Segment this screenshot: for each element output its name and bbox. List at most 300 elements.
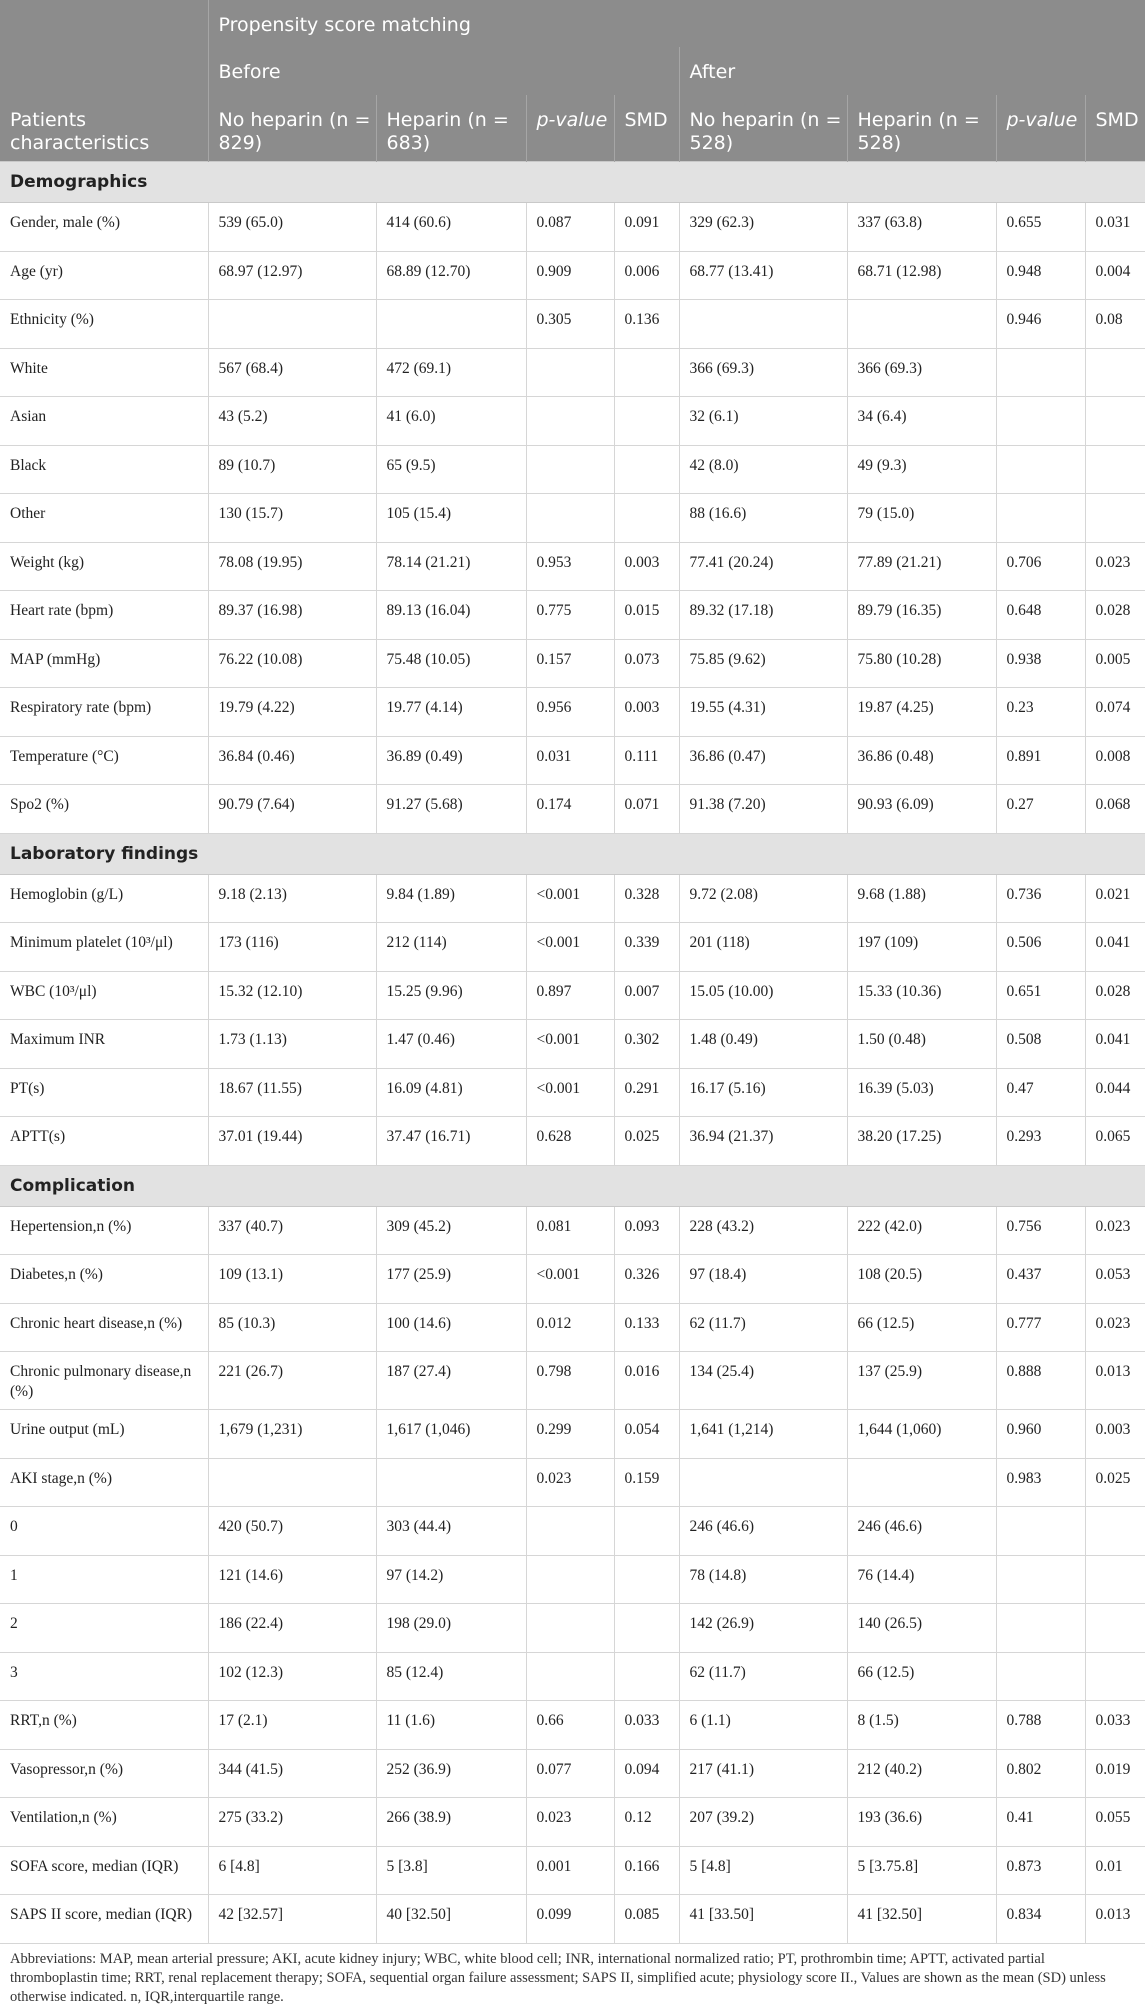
table-cell: 66 (12.5): [847, 1652, 996, 1701]
table-cell: [526, 1604, 614, 1653]
table-row: [0, 1410, 1145, 1459]
table-cell: 0.093: [614, 1206, 679, 1255]
table-cell: 0.007: [614, 971, 679, 1020]
col-no-heparin-after: No heparin (n = 528): [679, 95, 847, 162]
table-row: [0, 1303, 1145, 1352]
row-label: SAPS II score, median (IQR): [0, 1895, 208, 1944]
table-cell: 0.055: [1085, 1798, 1145, 1847]
table-cell: 0.508: [996, 1020, 1085, 1069]
section-title: Complication: [0, 1165, 1145, 1206]
row-label: APTT(s): [0, 1117, 208, 1166]
table-cell: 0.628: [526, 1117, 614, 1166]
table-cell: 1.50 (0.48): [847, 1020, 996, 1069]
table-cell: 0.085: [614, 1895, 679, 1944]
table-cell: 252 (36.9): [376, 1749, 526, 1798]
table-cell: 77.41 (20.24): [679, 542, 847, 591]
table-cell: 0.074: [1085, 688, 1145, 737]
table-cell: 17 (2.1): [208, 1701, 376, 1750]
table-cell: 0.956: [526, 688, 614, 737]
row-label: Age (yr): [0, 251, 208, 300]
row-label: Urine output (mL): [0, 1410, 208, 1459]
table-cell: 0.008: [1085, 736, 1145, 785]
table-cell: 0.015: [614, 591, 679, 640]
row-label: Maximum INR: [0, 1020, 208, 1069]
table-cell: 0.775: [526, 591, 614, 640]
table-cell: 0.004: [1085, 251, 1145, 300]
table-cell: 109 (13.1): [208, 1255, 376, 1304]
table-cell: 134 (25.4): [679, 1352, 847, 1410]
table-cell: 85 (10.3): [208, 1303, 376, 1352]
table-cell: 100 (14.6): [376, 1303, 526, 1352]
table-cell: 0.005: [1085, 639, 1145, 688]
table-cell: 0.938: [996, 639, 1085, 688]
header-blank: [0, 47, 208, 95]
table-cell: <0.001: [526, 1255, 614, 1304]
row-label: Chronic heart disease,n (%): [0, 1303, 208, 1352]
table-row: [0, 203, 1145, 252]
table-cell: 0.111: [614, 736, 679, 785]
table-cell: [996, 348, 1085, 397]
table-cell: 0.339: [614, 923, 679, 972]
table-cell: [996, 445, 1085, 494]
section-title: Demographics: [0, 162, 1145, 203]
table-cell: 0.013: [1085, 1895, 1145, 1944]
table-row: [0, 1255, 1145, 1304]
table-cell: 0.054: [614, 1410, 679, 1459]
table-cell: 0.025: [614, 1117, 679, 1166]
table-cell: 0.065: [1085, 1117, 1145, 1166]
row-label: Black: [0, 445, 208, 494]
table-cell: 0.777: [996, 1303, 1085, 1352]
table-cell: 102 (12.3): [208, 1652, 376, 1701]
table-cell: 0.953: [526, 542, 614, 591]
table-cell: 0.071: [614, 785, 679, 834]
table-cell: [1085, 1507, 1145, 1556]
table-cell: 79 (15.0): [847, 494, 996, 543]
table-cell: [1085, 1604, 1145, 1653]
table-cell: 197 (109): [847, 923, 996, 972]
table-cell: 0.802: [996, 1749, 1085, 1798]
table-row: [0, 1068, 1145, 1117]
table-cell: 121 (14.6): [208, 1555, 376, 1604]
table-cell: 19.79 (4.22): [208, 688, 376, 737]
table-cell: 0.003: [614, 542, 679, 591]
table-cell: 0.960: [996, 1410, 1085, 1459]
table-cell: 32 (6.1): [679, 397, 847, 446]
table-header: [0, 0, 1145, 162]
table-cell: 193 (36.6): [847, 1798, 996, 1847]
table-cell: 0.756: [996, 1206, 1085, 1255]
table-cell: 5 [4.8]: [679, 1846, 847, 1895]
table-cell: 40 [32.50]: [376, 1895, 526, 1944]
table-cell: 187 (27.4): [376, 1352, 526, 1410]
table-cell: [1085, 494, 1145, 543]
table-cell: 0.873: [996, 1846, 1085, 1895]
table-cell: 0.891: [996, 736, 1085, 785]
table-cell: 77.89 (21.21): [847, 542, 996, 591]
table-cell: 0.946: [996, 300, 1085, 349]
table-cell: 76.22 (10.08): [208, 639, 376, 688]
table-cell: [996, 1604, 1085, 1653]
table-cell: 0.798: [526, 1352, 614, 1410]
table-cell: 68.77 (13.41): [679, 251, 847, 300]
table-cell: [996, 1555, 1085, 1604]
table-row: [0, 874, 1145, 923]
table-cell: 75.85 (9.62): [679, 639, 847, 688]
table-footnote: Abbreviations: MAP, mean arterial pressure; AKI, acute kidney injury; WBC, white blood cell; INR, international normalized ratio; PT, prothrombin time; APTT, activated partial thromboplastin time; RRT, renal replacement therapy; SOFA, sequential organ failure assessment; SAPS II, simplified acute; physiology score II., Values are shown as the mean (SD) unless otherwise indicated. n, IQR,interquartile range.: [10, 1950, 1106, 2005]
table-cell: [526, 348, 614, 397]
table-cell: 275 (33.2): [208, 1798, 376, 1847]
table-row: [0, 688, 1145, 737]
table-cell: 15.25 (9.96): [376, 971, 526, 1020]
row-label: Hemoglobin (g/L): [0, 874, 208, 923]
table-cell: 0.021: [1085, 874, 1145, 923]
table-cell: 0.166: [614, 1846, 679, 1895]
table-cell: 16.39 (5.03): [847, 1068, 996, 1117]
col-p-before: p-value: [526, 95, 614, 162]
table-cell: 38.20 (17.25): [847, 1117, 996, 1166]
table-row: [0, 1846, 1145, 1895]
table-cell: 0.023: [526, 1458, 614, 1507]
table-cell: 221 (26.7): [208, 1352, 376, 1410]
table-cell: 6 (1.1): [679, 1701, 847, 1750]
header-group: Propensity score matching: [208, 0, 1145, 47]
table-cell: 0.01: [1085, 1846, 1145, 1895]
table-cell: 0.159: [614, 1458, 679, 1507]
table-row: [0, 1701, 1145, 1750]
table-cell: [614, 1507, 679, 1556]
table-cell: 0.291: [614, 1068, 679, 1117]
table-row: [0, 1652, 1145, 1701]
col-heparin-before: Heparin (n = 683): [376, 95, 526, 162]
table-cell: 309 (45.2): [376, 1206, 526, 1255]
row-label: SOFA score, median (IQR): [0, 1846, 208, 1895]
table-cell: 0.023: [1085, 542, 1145, 591]
table-cell: 34 (6.4): [847, 397, 996, 446]
table-cell: 75.80 (10.28): [847, 639, 996, 688]
table-cell: 472 (69.1): [376, 348, 526, 397]
table-cell: 0.073: [614, 639, 679, 688]
table-cell: [526, 1652, 614, 1701]
table-cell: 5 [3.8]: [376, 1846, 526, 1895]
table-cell: [1085, 445, 1145, 494]
table-cell: 9.18 (2.13): [208, 874, 376, 923]
table-cell: 37.47 (16.71): [376, 1117, 526, 1166]
table-cell: 0.299: [526, 1410, 614, 1459]
table-row: [0, 1352, 1145, 1410]
table-cell: 105 (15.4): [376, 494, 526, 543]
table-cell: [208, 1458, 376, 1507]
section-row: [0, 1165, 1145, 1206]
table-row: [0, 736, 1145, 785]
table-cell: 0.47: [996, 1068, 1085, 1117]
table-cell: 0.41: [996, 1798, 1085, 1847]
table-row: [0, 1117, 1145, 1166]
table-cell: 0.648: [996, 591, 1085, 640]
table-cell: 201 (118): [679, 923, 847, 972]
table-row: [0, 1555, 1145, 1604]
table-cell: 9.72 (2.08): [679, 874, 847, 923]
table-cell: 91.38 (7.20): [679, 785, 847, 834]
table-cell: 0.133: [614, 1303, 679, 1352]
table-cell: 16.09 (4.81): [376, 1068, 526, 1117]
table-cell: 0.001: [526, 1846, 614, 1895]
table-cell: 337 (63.8): [847, 203, 996, 252]
table-cell: 18.67 (11.55): [208, 1068, 376, 1117]
table-cell: 228 (43.2): [679, 1206, 847, 1255]
table-cell: 90.93 (6.09): [847, 785, 996, 834]
col-no-heparin-before: No heparin (n = 829): [208, 95, 376, 162]
table-cell: 42 [32.57]: [208, 1895, 376, 1944]
table-cell: 0.077: [526, 1749, 614, 1798]
table-cell: 212 (40.2): [847, 1749, 996, 1798]
table-cell: 9.84 (1.89): [376, 874, 526, 923]
table-cell: 414 (60.6): [376, 203, 526, 252]
table-row: [0, 1206, 1145, 1255]
table-cell: 0.157: [526, 639, 614, 688]
table-cell: 0.087: [526, 203, 614, 252]
table-cell: 344 (41.5): [208, 1749, 376, 1798]
table-cell: 0.068: [1085, 785, 1145, 834]
table-cell: 366 (69.3): [847, 348, 996, 397]
table-cell: <0.001: [526, 1068, 614, 1117]
table-cell: 1,617 (1,046): [376, 1410, 526, 1459]
row-label: White: [0, 348, 208, 397]
table-cell: 137 (25.9): [847, 1352, 996, 1410]
table-row: [0, 1020, 1145, 1069]
table-cell: 0.655: [996, 203, 1085, 252]
row-label: WBC (10³/μl): [0, 971, 208, 1020]
table-cell: 0.012: [526, 1303, 614, 1352]
row-label: Gender, male (%): [0, 203, 208, 252]
table-cell: 222 (42.0): [847, 1206, 996, 1255]
table-cell: 65 (9.5): [376, 445, 526, 494]
table-cell: 0.006: [614, 251, 679, 300]
table-cell: 246 (46.6): [847, 1507, 996, 1556]
table-cell: [847, 1458, 996, 1507]
table-cell: [614, 494, 679, 543]
table-row: [0, 639, 1145, 688]
table-row: [0, 1507, 1145, 1556]
table-row: [0, 1604, 1145, 1653]
row-label: Vasopressor,n (%): [0, 1749, 208, 1798]
table-cell: [1085, 1652, 1145, 1701]
table-cell: 89.37 (16.98): [208, 591, 376, 640]
table-cell: [996, 1507, 1085, 1556]
table-cell: 49 (9.3): [847, 445, 996, 494]
table-cell: 0.028: [1085, 591, 1145, 640]
section-row: [0, 833, 1145, 874]
table-cell: [614, 348, 679, 397]
table-cell: 186 (22.4): [208, 1604, 376, 1653]
table-cell: 0.834: [996, 1895, 1085, 1944]
table-cell: 41 [33.50]: [679, 1895, 847, 1944]
table-cell: 0.909: [526, 251, 614, 300]
row-label: Minimum platelet (10³/μl): [0, 923, 208, 972]
table-cell: 90.79 (7.64): [208, 785, 376, 834]
table-row: [0, 591, 1145, 640]
table-cell: [996, 397, 1085, 446]
table-cell: 0.031: [526, 736, 614, 785]
table-cell: [679, 300, 847, 349]
table-cell: <0.001: [526, 1020, 614, 1069]
table-cell: <0.001: [526, 923, 614, 972]
table-cell: 0.013: [1085, 1352, 1145, 1410]
table-row: [0, 300, 1145, 349]
table-cell: 97 (18.4): [679, 1255, 847, 1304]
table-cell: 0.023: [1085, 1206, 1145, 1255]
table-cell: 0.081: [526, 1206, 614, 1255]
row-label: Respiratory rate (bpm): [0, 688, 208, 737]
table-cell: [526, 1507, 614, 1556]
table-cell: 0.044: [1085, 1068, 1145, 1117]
table-cell: 1.47 (0.46): [376, 1020, 526, 1069]
table-cell: 217 (41.1): [679, 1749, 847, 1798]
table-cell: 19.87 (4.25): [847, 688, 996, 737]
table-cell: 85 (12.4): [376, 1652, 526, 1701]
col-heparin-after: Heparin (n = 528): [847, 95, 996, 162]
table-row: [0, 494, 1145, 543]
table-cell: 0.041: [1085, 1020, 1145, 1069]
table-cell: [1085, 348, 1145, 397]
table-cell: 89.79 (16.35): [847, 591, 996, 640]
table-cell: 68.97 (12.97): [208, 251, 376, 300]
table-cell: 0.023: [1085, 1303, 1145, 1352]
table-cell: 75.48 (10.05): [376, 639, 526, 688]
table-cell: 567 (68.4): [208, 348, 376, 397]
table-cell: 0.788: [996, 1701, 1085, 1750]
header-after: After: [679, 47, 1145, 95]
table-cell: 173 (116): [208, 923, 376, 972]
table-cell: 8 (1.5): [847, 1701, 996, 1750]
table-cell: 207 (39.2): [679, 1798, 847, 1847]
table-cell: 9.68 (1.88): [847, 874, 996, 923]
table-cell: [526, 397, 614, 446]
table-cell: 78.08 (19.95): [208, 542, 376, 591]
table-cell: [208, 300, 376, 349]
table-cell: 0.27: [996, 785, 1085, 834]
table-cell: [614, 397, 679, 446]
table-cell: 0.736: [996, 874, 1085, 923]
table-cell: 246 (46.6): [679, 1507, 847, 1556]
table-cell: 1.73 (1.13): [208, 1020, 376, 1069]
table-cell: 337 (40.7): [208, 1206, 376, 1255]
table-cell: 198 (29.0): [376, 1604, 526, 1653]
table-cell: 5 [3.75.8]: [847, 1846, 996, 1895]
row-label: Spo2 (%): [0, 785, 208, 834]
row-label: AKI stage,n (%): [0, 1458, 208, 1507]
table-cell: 36.84 (0.46): [208, 736, 376, 785]
table-cell: [376, 300, 526, 349]
table-cell: 0.948: [996, 251, 1085, 300]
row-label: Diabetes,n (%): [0, 1255, 208, 1304]
table-cell: 42 (8.0): [679, 445, 847, 494]
table-cell: 41 (6.0): [376, 397, 526, 446]
table-cell: 0.033: [1085, 1701, 1145, 1750]
table-cell: [996, 1652, 1085, 1701]
table-cell: 78.14 (21.21): [376, 542, 526, 591]
row-label: Heart rate (bpm): [0, 591, 208, 640]
table-row: [0, 251, 1145, 300]
row-label: RRT,n (%): [0, 1701, 208, 1750]
table-cell: [679, 1458, 847, 1507]
row-label: Weight (kg): [0, 542, 208, 591]
table-cell: 140 (26.5): [847, 1604, 996, 1653]
table-row: [0, 445, 1145, 494]
table-cell: 15.05 (10.00): [679, 971, 847, 1020]
row-label: Chronic pulmonary disease,n (%): [0, 1352, 208, 1410]
col-p-after: p-value: [996, 95, 1085, 162]
row-label: Ethnicity (%): [0, 300, 208, 349]
table-cell: 62 (11.7): [679, 1303, 847, 1352]
table-cell: 0.506: [996, 923, 1085, 972]
table-cell: 0.033: [614, 1701, 679, 1750]
table-cell: 36.89 (0.49): [376, 736, 526, 785]
table-cell: 15.33 (10.36): [847, 971, 996, 1020]
table-cell: 37.01 (19.44): [208, 1117, 376, 1166]
row-label: Ventilation,n (%): [0, 1798, 208, 1847]
col-patient: Patients characteristics: [0, 95, 208, 162]
table-cell: [1085, 1555, 1145, 1604]
col-smd-before: SMD: [614, 95, 679, 162]
table-cell: 266 (38.9): [376, 1798, 526, 1847]
table-cell: 76 (14.4): [847, 1555, 996, 1604]
section-row: [0, 162, 1145, 203]
header-before: Before: [208, 47, 679, 95]
table-row: [0, 1895, 1145, 1944]
table-cell: 0.174: [526, 785, 614, 834]
table-cell: 1.48 (0.49): [679, 1020, 847, 1069]
table-cell: 1,644 (1,060): [847, 1410, 996, 1459]
col-smd-after: SMD: [1085, 95, 1145, 162]
table-row: [0, 923, 1145, 972]
table-cell: 130 (15.7): [208, 494, 376, 543]
table-cell: 1,679 (1,231): [208, 1410, 376, 1459]
table-cell: 0.328: [614, 874, 679, 923]
table-row: [0, 1749, 1145, 1798]
table-cell: 19.55 (4.31): [679, 688, 847, 737]
table-cell: 89.13 (16.04): [376, 591, 526, 640]
table-cell: [996, 494, 1085, 543]
table-cell: 88 (16.6): [679, 494, 847, 543]
row-label: 3: [0, 1652, 208, 1701]
table-cell: 0.08: [1085, 300, 1145, 349]
table-cell: 16.17 (5.16): [679, 1068, 847, 1117]
table-cell: 0.053: [1085, 1255, 1145, 1304]
table-row: [0, 542, 1145, 591]
table-cell: 0.003: [1085, 1410, 1145, 1459]
table-cell: 539 (65.0): [208, 203, 376, 252]
table-cell: 41 [32.50]: [847, 1895, 996, 1944]
table-row: [0, 348, 1145, 397]
table-cell: <0.001: [526, 874, 614, 923]
table-cell: 62 (11.7): [679, 1652, 847, 1701]
table-cell: 0.028: [1085, 971, 1145, 1020]
table-cell: 366 (69.3): [679, 348, 847, 397]
table-row: [0, 971, 1145, 1020]
table-cell: 6 [4.8]: [208, 1846, 376, 1895]
table-cell: 78 (14.8): [679, 1555, 847, 1604]
table-cell: 0.983: [996, 1458, 1085, 1507]
table-cell: 36.94 (21.37): [679, 1117, 847, 1166]
row-label: Temperature (°C): [0, 736, 208, 785]
row-label: Hepertension,n (%): [0, 1206, 208, 1255]
table-cell: [376, 1458, 526, 1507]
table-cell: [847, 300, 996, 349]
row-label: Other: [0, 494, 208, 543]
table-cell: 11 (1.6): [376, 1701, 526, 1750]
table-cell: [526, 1555, 614, 1604]
